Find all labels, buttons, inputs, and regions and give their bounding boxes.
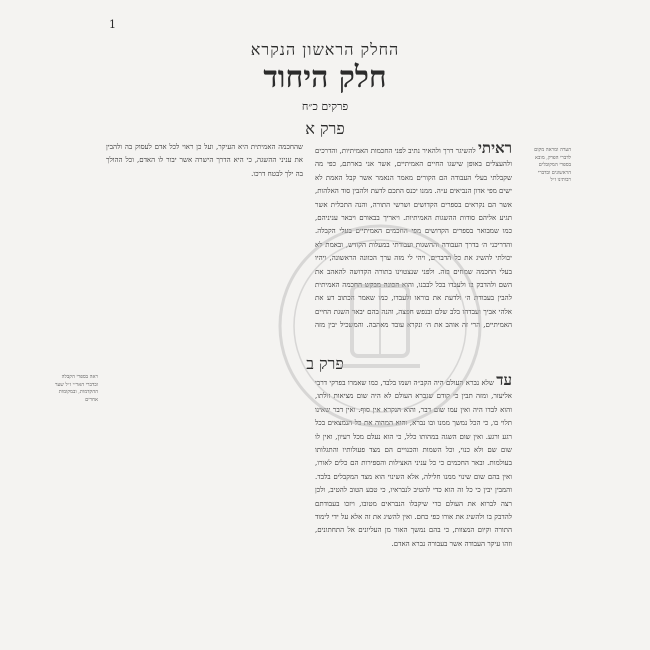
chapter-2-text: שלא נברא העולם היה הקב״ה ושמו בלבד, כמו שאמרו בפרקי דרבי אליעזר, ומזה תבין כי קודם שנברא העולם לא היה שום מציאות זולתו, והוא לבדו היה ואין עמו שום דבר, והוא הנקרא אין סוף. ואין דבר שאינו תלוי בו, כי הכל נמשך ממנו ובו נברא, והוא המהוה את כל הנמצאים בכל רגע ורגע. ואין שום השגה במהותו כלל, כי הוא נעלם מכל רעיון, ואין לו שום שם ולא כנוי, וכל השמות והכנויים הם מצד פעולותיו והתגלותו בעולמות. ובאר החכמים כי כל עניני האצילות והספירות הם כלים לאורו, ואין בהם שום שינוי ממנו חלילה, אלא השינוי הוא מצד המקבלים בלבד. והמבין יבין כי כל זה הוא כדי להטיב לנבראיו, כי טבע הטוב להטיב, ולכן רצה לברוא את העולם כדי שיקבלו הנבראים מטובו, ויזכו בעבודתם להדבק בו ולהשיג את אורו כפי כחם. ואין להשיג את זה אלא על ידי לימוד התורה וקיום המצוות, כי בהם נמשך האור מן העליונים אל התחתונים, וזהו עיקר העבודה אשר בעבורה נברא האדם. <box>315 379 512 548</box>
chapter-1-title: פרק א <box>305 119 345 138</box>
chapter-1-body <box>106 141 512 346</box>
chapter-1-lead-word: ראיתי <box>477 141 512 157</box>
chapter-2-lead-word: עד <box>496 373 512 389</box>
margin-note-left: ראה בספרי הקבלה ובדברי האר״י ז״ל שער ההקדמות, ובמקומות אחרים <box>54 374 98 403</box>
margin-note-right: הערה ומראה מקום לדברי הפרק, מובא בספרי המקובלים הראשונים ובדברי רבותינו ז״ל <box>534 147 571 183</box>
chapter-2-body <box>106 373 512 638</box>
chapter-1-text: להשיגר דרך ולהאיר נתיב לפני החכמות האמיתיות, והדרכים ולהעצלים באופן שישגו החיים האמיתיים, אשר אני בארתם, כפי מה שקבלתי בעלי העבודה הם הקורים מאמר הנאמר אשר קבל האמת לא ישים מפי אדון הנביאים ע״ה. ממנו יכנס התכם לדעת ולהבין סוד האלהות, אשר הם נקראים בספרים הקדושים ושרשי התורה, והנה התכלית אשר תגיע אליהם סודות ההשגות האמיתיות. ויאריך בבאורם ויבאר עניניהם, כמו שמבואר בספרים הקדושים מפי החכמים האמיתיים בעלי הקבלה. והדריכני ה׳ בדרך העבודה וההשגות ועבודתי במעלות הקודש, ובאמת לא יכולתי להשיג את כל הדברים, ויהי לי מזה ערך הכוונה הראשונה, ויהיו בעלי החכמה שמחים בזה. ולפני שנצטוינו בתורה הקדושה להאהב את השם ולהדבק בו ולעבדו בכל לבבנו, והוא הכונה מבקש החכמה האמיתית להבין בעבודת ה׳ ולדעת את בוראו ולעבדו, כמו שאמר הכתוב דע את אלהי אביך ועבדהו בלב שלם ובנפש חפצה, והנה בהם יבאר השגת החיים האמיתיים, הרי זה אוהב את ה׳ ונקרא עובד מאהבה. והמשכיל יבין מזה שהחכמה האמיתית היא העיקר, ועל כן ראוי לכל אדם לעסוק בה ולהבין את עניני ההשגה, כי היא הדרך הישרה אשר יבור לו האדם, וכל ההולך בה ילך לבטח דרכו. <box>106 143 512 330</box>
main-title: חלק היחוד <box>263 60 387 95</box>
chapter-2-title: פרק ב <box>306 354 344 373</box>
chapters-range: פרקים כ״ח <box>301 100 349 113</box>
part-title: החלק הראשון הנקרא <box>250 40 400 59</box>
page-number: 1 <box>109 18 116 31</box>
